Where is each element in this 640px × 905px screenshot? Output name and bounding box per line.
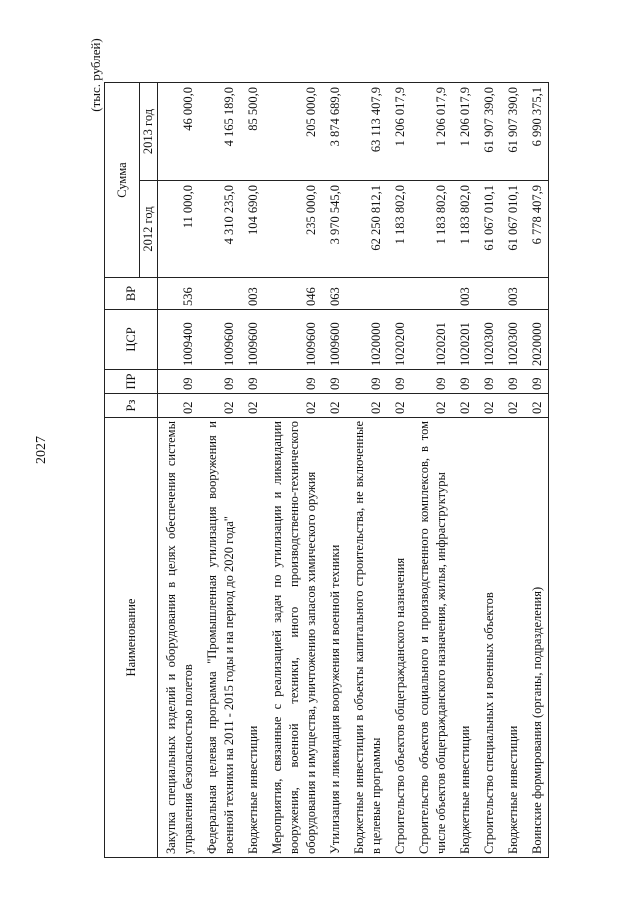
cell-2012: 1 183 802,0: [411, 181, 452, 278]
cell-pr: 09: [240, 370, 264, 394]
table-row: [387, 83, 411, 858]
cell-name: Строительство объектов общегражданского назначения: [387, 418, 411, 858]
cell-csr: 1009600: [199, 310, 240, 370]
cell-name: Бюджетные инвестиции: [452, 418, 476, 858]
cell-vr: 063: [322, 278, 346, 310]
cell-vr: [411, 278, 452, 310]
cell-pr: 09: [346, 370, 387, 394]
cell-vr: [524, 278, 549, 310]
cell-rz: 02: [524, 394, 549, 418]
cell-name: Федеральная целевая программа "Промышленная утилизация вооружения и военной техники на 2011 - 2015 годы и на период до 2020 года": [199, 418, 240, 858]
header-vr: ВР: [105, 278, 158, 310]
cell-pr: 09: [387, 370, 411, 394]
cell-2013: 4 165 189,0: [199, 83, 240, 181]
cell-rz: 02: [199, 394, 240, 418]
cell-csr: 2020000: [524, 310, 549, 370]
cell-pr: 09: [199, 370, 240, 394]
cell-csr: 1020201: [411, 310, 452, 370]
cell-vr: 003: [452, 278, 476, 310]
cell-2012: 235 000,0: [264, 181, 322, 278]
cell-pr: 09: [264, 370, 322, 394]
cell-2012: 6 778 407,9: [524, 181, 549, 278]
table-row: [411, 83, 452, 858]
header-2012: 2012 год: [140, 181, 158, 278]
cell-2012: 4 310 235,0: [199, 181, 240, 278]
cell-vr: 536: [158, 278, 200, 310]
table-row: [346, 83, 387, 858]
cell-2013: 85 500,0: [240, 83, 264, 181]
table-row: [524, 83, 549, 858]
table-row: [240, 83, 264, 858]
header-2013: 2013 год: [140, 83, 158, 181]
table-row: [264, 83, 322, 858]
cell-vr: [346, 278, 387, 310]
cell-rz: 02: [264, 394, 322, 418]
cell-2012: 61 067 010,1: [476, 181, 500, 278]
table-row: [452, 83, 476, 858]
cell-csr: 1009400: [158, 310, 200, 370]
cell-vr: 003: [500, 278, 524, 310]
cell-2012: 1 183 802,0: [387, 181, 411, 278]
units-label: (тыс. рублей): [88, 38, 103, 112]
header-pr: ПР: [105, 370, 158, 394]
header-name: Наименование: [105, 418, 158, 858]
page-number: 2027: [34, 436, 49, 464]
cell-rz: 02: [322, 394, 346, 418]
header-sum: Сумма: [105, 83, 140, 278]
cell-rz: 02: [452, 394, 476, 418]
cell-2012: 11 000,0: [158, 181, 200, 278]
cell-pr: 09: [158, 370, 200, 394]
cell-name: Строительство специальных и военных объектов: [476, 418, 500, 858]
budget-table: [104, 82, 549, 858]
cell-csr: 1020200: [387, 310, 411, 370]
cell-vr: [199, 278, 240, 310]
cell-rz: 02: [411, 394, 452, 418]
cell-rz: 02: [158, 394, 200, 418]
cell-csr: 1020201: [452, 310, 476, 370]
cell-pr: 09: [476, 370, 500, 394]
cell-name: Мероприятия, связанные с реализацией задач по утилизации и ликвидации вооружения, военной техники, иного производственно-технического оборудования и имущества, уничтожению запасов химического оружия: [264, 418, 322, 858]
cell-name: Бюджетные инвестиции: [240, 418, 264, 858]
cell-2013: 61 907 390,0: [476, 83, 500, 181]
cell-vr: [387, 278, 411, 310]
table-row: [322, 83, 346, 858]
cell-csr: 1009600: [240, 310, 264, 370]
cell-rz: 02: [500, 394, 524, 418]
cell-rz: 02: [476, 394, 500, 418]
cell-2013: 1 206 017,9: [452, 83, 476, 181]
cell-name: Бюджетные инвестиции: [500, 418, 524, 858]
cell-name: Бюджетные инвестиции в объекты капитального строительства, не включенные в целевые программы: [346, 418, 387, 858]
cell-pr: 09: [411, 370, 452, 394]
budget-table-container: [104, 83, 559, 858]
cell-vr: 046: [264, 278, 322, 310]
cell-name: Закупка специальных изделий и оборудования в целях обеспечения системы управления безопасностью полетов: [158, 418, 200, 858]
cell-2013: 61 907 390,0: [500, 83, 524, 181]
cell-2012: 62 250 812,1: [346, 181, 387, 278]
cell-2012: 3 970 545,0: [322, 181, 346, 278]
cell-2013: 46 000,0: [158, 83, 200, 181]
cell-2012: 61 067 010,1: [500, 181, 524, 278]
table-row: [476, 83, 500, 858]
cell-csr: 1009600: [264, 310, 322, 370]
cell-2013: 3 874 689,0: [322, 83, 346, 181]
table-row: [158, 83, 200, 858]
cell-2013: 205 000,0: [264, 83, 322, 181]
cell-rz: 02: [240, 394, 264, 418]
cell-csr: 1009600: [322, 310, 346, 370]
cell-2013: 1 206 017,9: [387, 83, 411, 181]
cell-name: Воинские формирования (органы, подразделения): [524, 418, 549, 858]
table-row: [199, 83, 240, 858]
cell-rz: 02: [346, 394, 387, 418]
cell-pr: 09: [322, 370, 346, 394]
cell-csr: 1020000: [346, 310, 387, 370]
cell-vr: 003: [240, 278, 264, 310]
cell-2012: 104 690,0: [240, 181, 264, 278]
table-row: [500, 83, 524, 858]
cell-vr: [476, 278, 500, 310]
cell-pr: 09: [452, 370, 476, 394]
cell-name: Строительство объектов социального и производственного комплексов, в том числе объектов общегражданского назначения, жилья, инфраструктуры: [411, 418, 452, 858]
cell-2012: 1 183 802,0: [452, 181, 476, 278]
header-rz: Рз: [105, 394, 158, 418]
cell-2013: 63 113 407,9: [346, 83, 387, 181]
cell-pr: 09: [524, 370, 549, 394]
cell-name: Утилизация и ликвидация вооружения и военной техники: [322, 418, 346, 858]
table-header: [105, 83, 158, 858]
cell-csr: 1020300: [476, 310, 500, 370]
cell-rz: 02: [387, 394, 411, 418]
cell-pr: 09: [500, 370, 524, 394]
cell-2013: 6 990 375,1: [524, 83, 549, 181]
table-body: [158, 83, 549, 858]
header-csr: ЦСР: [105, 310, 158, 370]
cell-csr: 1020300: [500, 310, 524, 370]
cell-2013: 1 206 017,9: [411, 83, 452, 181]
